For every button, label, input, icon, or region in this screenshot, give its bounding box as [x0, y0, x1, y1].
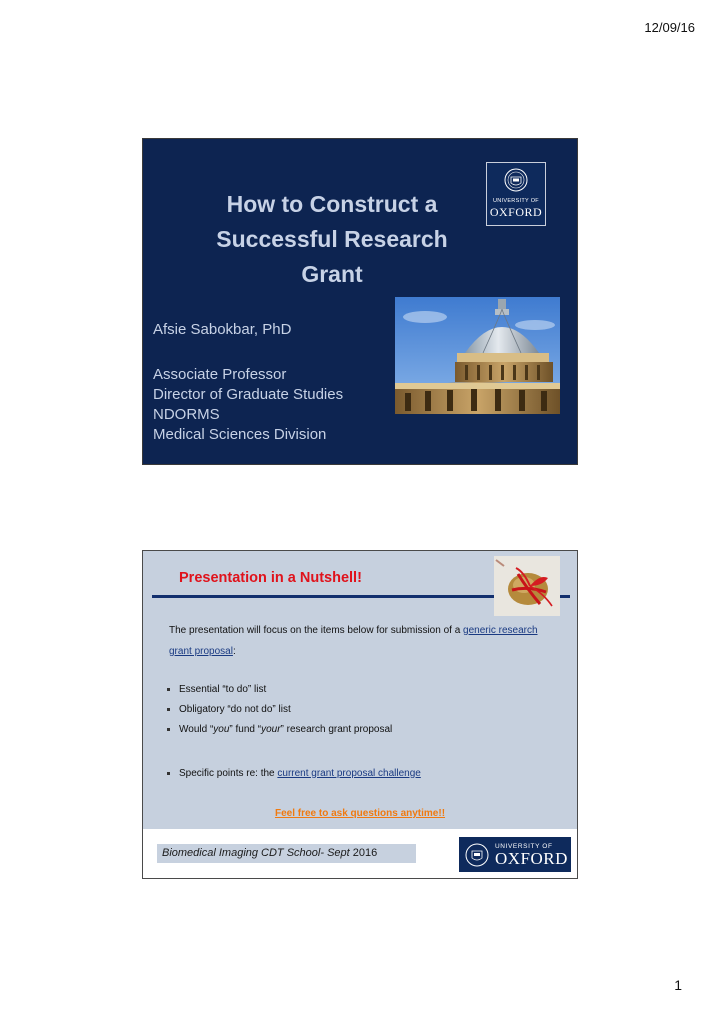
bullet-list [167, 763, 421, 783]
role-line: Medical Sciences Division [153, 426, 327, 443]
nutshell-slide [142, 550, 578, 879]
role-line: Director of Graduate Studies [153, 386, 344, 403]
bullet-icon [167, 728, 170, 731]
bullet-text: Specific points re: the current grant proposal challenge [179, 767, 421, 779]
bullet-text: Obligatory “do not do” list [179, 703, 291, 715]
slide-title-line: Successful Research [216, 226, 448, 252]
generic-proposal-link[interactable]: generic research grant proposal [169, 625, 538, 657]
logo-university-of: UNIVERSITY OF [495, 842, 553, 850]
page-date: 12/09/16 [644, 20, 695, 35]
title-slide [142, 138, 578, 465]
page-number: 1 [674, 977, 682, 993]
intro-text: The presentation will focus on the items below for submission of a [169, 625, 464, 636]
bullet-text: Essential “to do” list [179, 683, 267, 695]
oxford-logo [459, 837, 571, 872]
crest-icon [465, 842, 489, 868]
slide-heading: Presentation in a Nutshell! [179, 570, 362, 586]
author-roles [153, 365, 343, 445]
role-line: NDORMS [153, 406, 220, 423]
author-name: Afsie Sabokbar, PhD [153, 321, 292, 338]
challenge-link[interactable]: current grant proposal challenge [277, 767, 421, 779]
bullet-icon [167, 688, 170, 691]
intro-paragraph [169, 620, 559, 662]
role-line: Associate Professor [153, 366, 287, 383]
crest-icon [504, 168, 528, 194]
list-item [167, 699, 392, 719]
logo-university-of: UNIVERSITY OF [493, 198, 539, 204]
gift-nut-photo [494, 556, 560, 616]
radcliffe-camera-photo [395, 297, 560, 414]
list-item [167, 679, 392, 699]
slide-footer [143, 829, 577, 879]
bullet-list [167, 679, 392, 739]
list-item [167, 719, 392, 739]
list-item [167, 763, 421, 783]
logo-oxford: OXFORD [489, 205, 543, 219]
slide-title-line: How to Construct a [226, 191, 438, 217]
questions-note[interactable]: Feel free to ask questions anytime!! [274, 808, 446, 819]
bullet-icon [167, 708, 170, 711]
logo-oxford: OXFORD [495, 848, 568, 868]
slide-title-line: Grant [301, 261, 363, 287]
bullet-text: Would “you” fund “your” research grant proposal [179, 723, 393, 735]
intro-suffix: : [232, 646, 236, 657]
bullet-icon [167, 772, 170, 775]
footer-label: Biomedical Imaging CDT School- Sept 2016 [157, 844, 416, 863]
slide-title [165, 187, 499, 292]
oxford-logo [486, 162, 546, 226]
